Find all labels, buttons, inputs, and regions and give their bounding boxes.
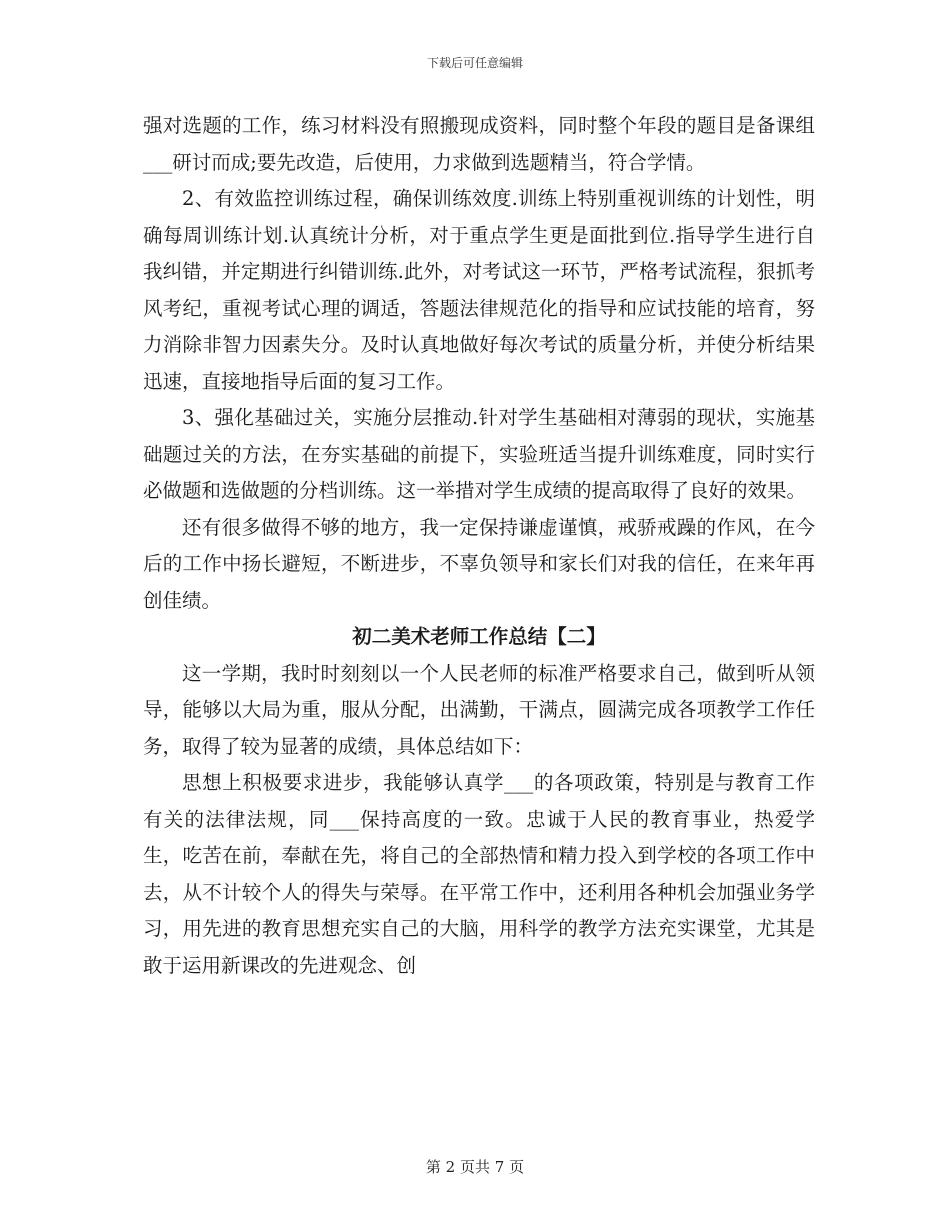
paragraph: 强对选题的工作，练习材料没有照搬现成资料，同时整个年段的题目是备课组___研讨而成;要先改造，后使用，力求做到选题精当，符合学情。: [143, 114, 815, 174]
page-header: 下载后可任意编辑: [426, 56, 523, 70]
paragraph: 2、有效监控训练过程，确保训练效度.训练上特别重视训练的计划性，明确每周训练计划.认真统计分析，对于重点学生更是面批到位.指导学生进行自我纠错，并定期进行纠错训练.此外，对考试这一环节，严格考试流程，狠抓考风考纪，重视考试心理的调适，答题法律规范化的指导和应试技能的培育，努力消除非智力因素失分。及时认真地做好每次考试的质量分析，并使分析结果迅速，直接地指导后面的复习工作。: [143, 187, 815, 393]
paragraph: 这一学期，我时时刻刻以一个人民老师的标准严格要求自己，做到听从领导，能够以大局为重，服从分配，出满勤，干满点，圆满完成各项教学工作任务，取得了较为显著的成绩，具体总结如下：: [143, 661, 815, 758]
document-body: [143, 108, 815, 984]
paragraph: 还有很多做得不够的地方，我一定保持谦虚谨慎，戒骄戒躁的作风，在今后的工作中扬长避短，不断进步，不辜负领导和家长们对我的信任，在来年再创佳绩。: [143, 515, 815, 612]
page-footer: 第 2 页共 7 页: [425, 1158, 525, 1176]
section-title: 初二美术老师工作总结【二】: [352, 625, 606, 648]
paragraph: 思想上积极要求进步，我能够认真学___的各项政策，特别是与教育工作有关的法律法规，同___保持高度的一致。忠诚于人民的教育事业，热爱学生，吃苦在前，奉献在先，将自己的全部热情和精力投入到学校的各项工作中去，从不计较个人的得失与荣辱。在平常工作中，还利用各种机会加强业务学习，用先进的教育思想充实自己的大脑，用科学的教学方法充实课堂，尤其是敢于运用新课改的先进观念、创: [143, 771, 815, 977]
paragraph: 3、强化基础过关，实施分层推动.针对学生基础相对薄弱的现状，实施基础题过关的方法，在夯实基础的前提下，实验班适当提升训练难度，同时实行必做题和选做题的分档训练。这一举措对学生成绩的提高取得了良好的效果。: [143, 406, 815, 502]
